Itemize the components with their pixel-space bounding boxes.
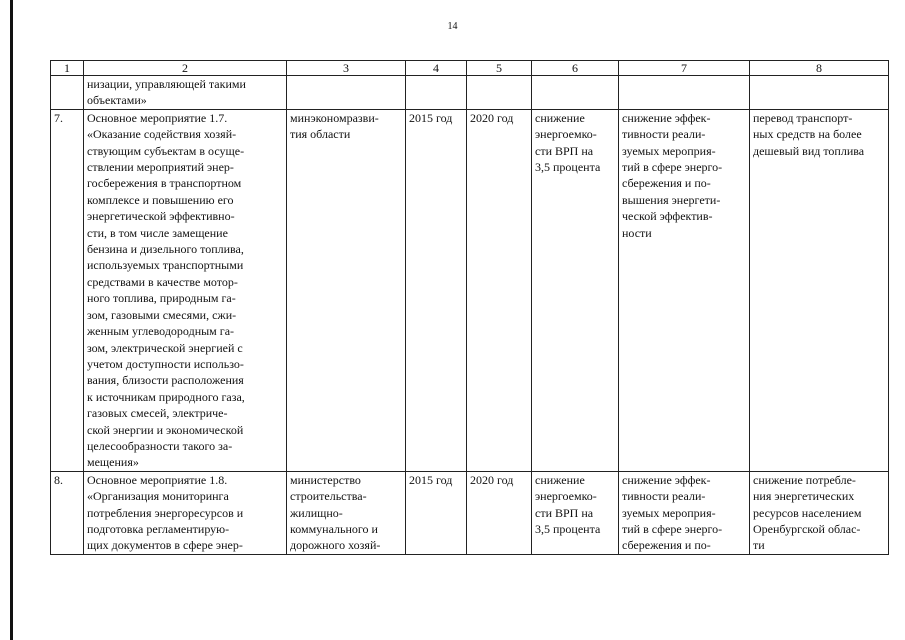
column-header: 2 (84, 61, 287, 76)
column-header: 1 (51, 61, 84, 76)
page-number: 14 (447, 21, 458, 32)
start-year-cell: 2015 год (409, 110, 453, 125)
consequences-cell: снижение эффек- тивности реали- зуемых мероприя- тий в сфере энерго- сбережения и по- (622, 472, 723, 553)
end-year-cell: 2020 год (470, 472, 514, 487)
column-number-row (51, 61, 889, 76)
column-header: 3 (287, 61, 406, 76)
indicator-link-cell: снижение потребле- ния энергетических ресурсов населением Оренбургской облас- ти (753, 472, 862, 553)
row-number-cell: 7. (54, 110, 63, 125)
column-header: 6 (532, 61, 619, 76)
expected-result-cell: снижение энергоемко- сти ВРП на 3,5 процента (535, 110, 601, 175)
executor-cell: минэкономразви- тия области (290, 110, 379, 142)
table-row-continuation (51, 76, 889, 110)
column-header: 8 (750, 61, 889, 76)
column-header: 7 (619, 61, 750, 76)
table-row-measure-1-8 (51, 471, 889, 554)
expected-result-cell: снижение энергоемко- сти ВРП на 3,5 процента (535, 472, 601, 536)
measure-name-cell: Основное мероприятие 1.8. «Организация мониторинга потребления энергоресурсов и подготовка регламентирую- щих документов в сфере энер- (87, 472, 244, 553)
executor-cell: министерство строительства- жилищно- коммунального и дорожного хозяй- (290, 472, 381, 553)
consequences-cell: снижение эффек- тивности реали- зуемых мероприя- тий в сфере энерго- сбережения и по- вышения энергети- ческой эффектив- ности (622, 110, 723, 240)
start-year-cell: 2015 год (409, 472, 453, 487)
column-header: 5 (467, 61, 532, 76)
row-number-cell: 8. (54, 472, 63, 487)
program-measures-table (50, 60, 889, 555)
column-header: 4 (406, 61, 467, 76)
end-year-cell: 2020 год (470, 110, 514, 125)
indicator-link-cell: перевод транспорт- ных средств на более дешевый вид топлива (753, 110, 865, 158)
measure-name-cell: Основное мероприятие 1.7. «Оказание содействия хозяй- ствующим субъектам в осуще- ствлении мероприятий энер- госбережения в транспортном комплексе и повышению его энергетической эффективно- сти, в том числе замещение бензина и дизельного топлива, используемых транспортными средствами в качестве мотор- ного топлива, природным га- зом, газовыми смесями, сжи- женным углеводородным га- зом, электрической энергией с учетом доступности использо- вания, близости расположения к источникам природного газа, газовых смесей, электриче- ской энергии и экономической целесообразности такого за- мещения» (87, 110, 245, 470)
binding-edge-line (10, 0, 13, 640)
table-row-measure-1-7 (51, 109, 889, 471)
measure-name-cell: низации, управляющей такими объектами» (87, 77, 246, 108)
